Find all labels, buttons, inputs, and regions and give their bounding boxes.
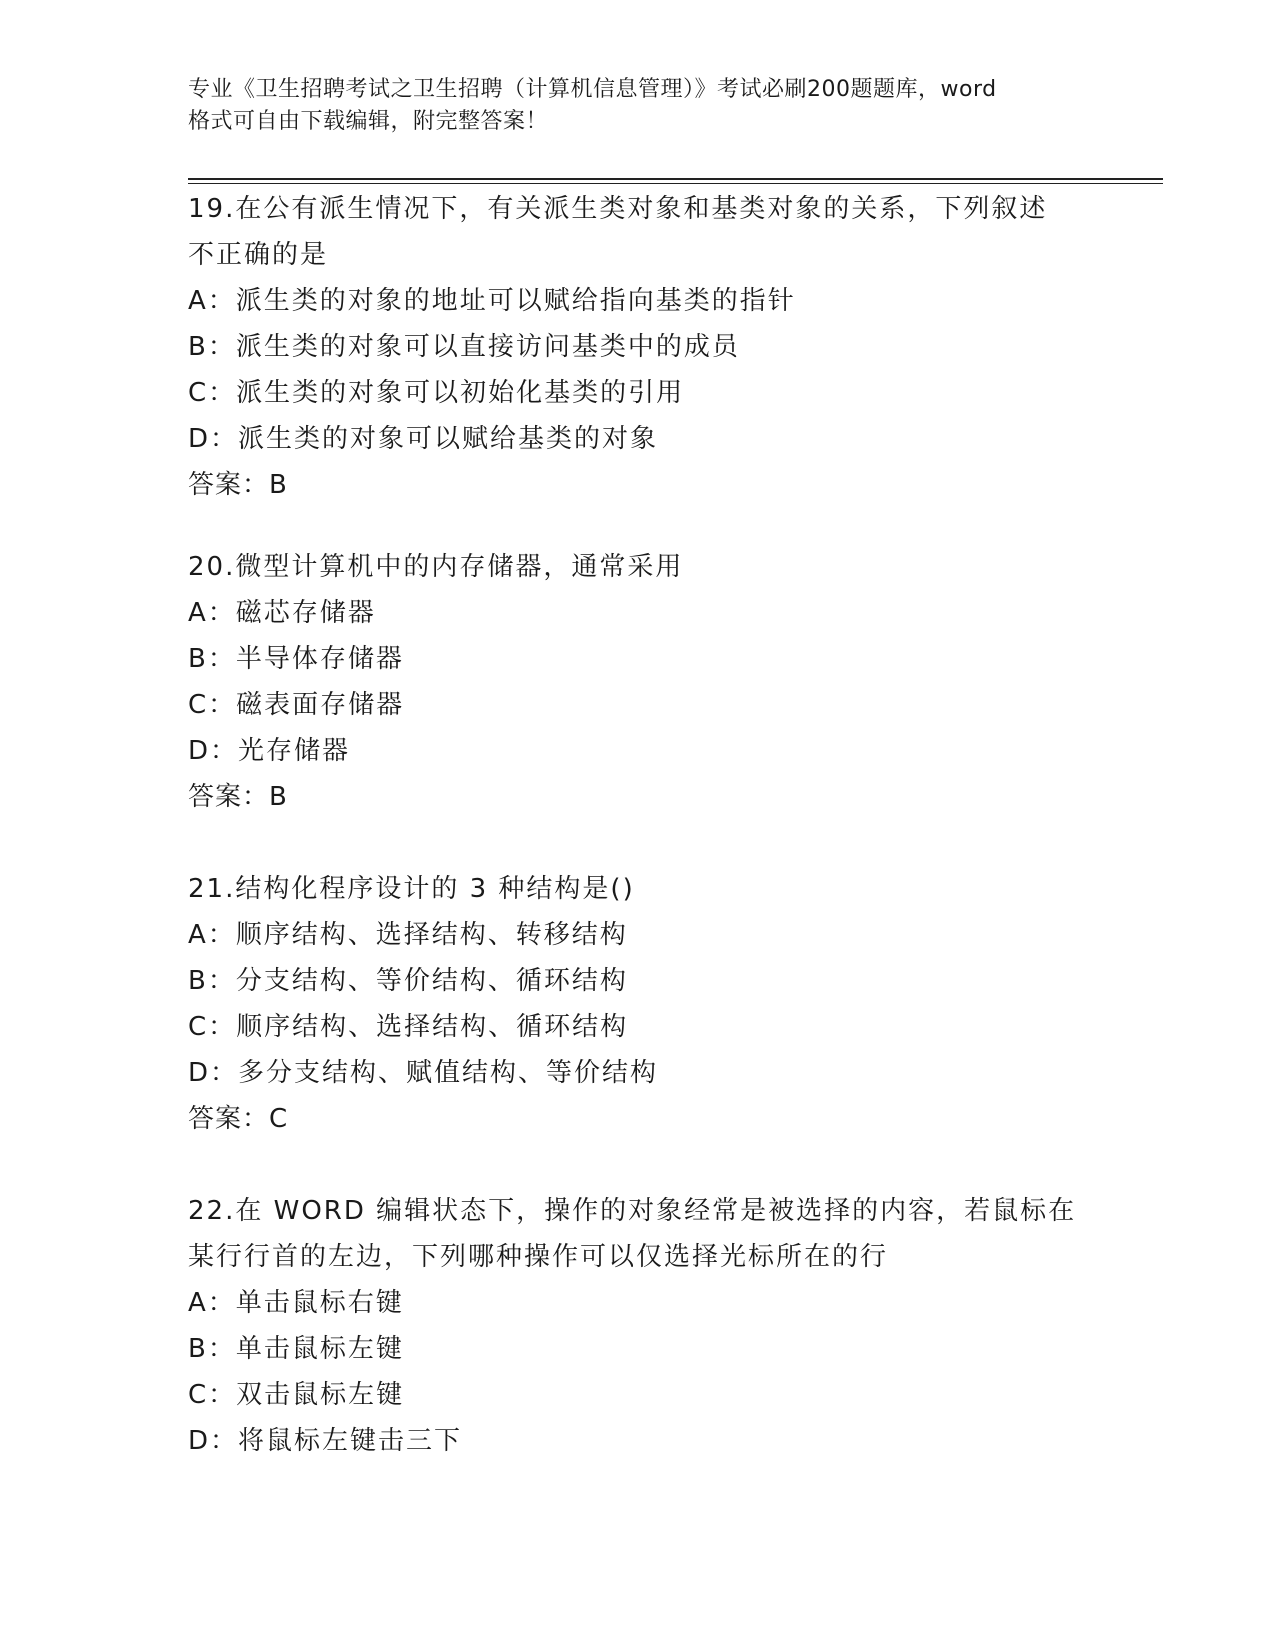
header-line-1: 专业《卫生招聘考试之卫生招聘（计算机信息管理）》考试必刷200题题库，word <box>188 77 997 102</box>
question-stem-line-1: 20.微型计算机中的内存储器，通常采用 <box>188 552 684 582</box>
option-c: C：磁表面存储器 <box>188 690 405 720</box>
question-stem-line-1: 22.在 WORD 编辑状态下，操作的对象经常是被选择的内容，若鼠标在 <box>188 1196 1077 1226</box>
option-d: D：光存储器 <box>188 736 351 766</box>
question-21 <box>188 866 1088 1142</box>
option-a: A：顺序结构、选择结构、转移结构 <box>188 920 628 950</box>
option-d: D：派生类的对象可以赋给基类的对象 <box>188 424 659 454</box>
question-stem-line-1: 19.在公有派生情况下，有关派生类对象和基类对象的关系，下列叙述 <box>188 194 1048 224</box>
option-b: B：单击鼠标左键 <box>188 1334 404 1364</box>
option-c: C：双击鼠标左键 <box>188 1380 405 1410</box>
option-b: B：半导体存储器 <box>188 644 404 674</box>
answer: 答案：C <box>188 1104 289 1134</box>
option-a: A：磁芯存储器 <box>188 598 376 628</box>
answer: 答案：B <box>188 470 288 500</box>
option-c: C：派生类的对象可以初始化基类的引用 <box>188 378 685 408</box>
option-b: B：分支结构、等价结构、循环结构 <box>188 966 628 996</box>
question-19 <box>188 186 1088 508</box>
header-line-2: 格式可自由下载编辑，附完整答案！ <box>188 109 549 134</box>
question-22 <box>188 1188 1088 1464</box>
option-d: D：多分支结构、赋值结构、等价结构 <box>188 1058 659 1088</box>
question-stem-line-2: 某行行首的左边，下列哪种操作可以仅选择光标所在的行 <box>188 1242 889 1272</box>
answer: 答案：B <box>188 782 288 812</box>
option-c: C：顺序结构、选择结构、循环结构 <box>188 1012 629 1042</box>
header-divider-thick <box>188 178 1163 180</box>
question-stem-line-1: 21.结构化程序设计的 3 种结构是() <box>188 874 635 904</box>
option-d: D：将鼠标左键击三下 <box>188 1426 463 1456</box>
question-stem-line-2: 不正确的是 <box>188 240 329 270</box>
option-a: A：单击鼠标右键 <box>188 1288 404 1318</box>
option-b: B：派生类的对象可以直接访问基类中的成员 <box>188 332 740 362</box>
document-header <box>188 74 1088 138</box>
option-a: A：派生类的对象的地址可以赋给指向基类的指针 <box>188 286 796 316</box>
header-divider-thin <box>188 183 1163 184</box>
question-20 <box>188 544 1088 820</box>
